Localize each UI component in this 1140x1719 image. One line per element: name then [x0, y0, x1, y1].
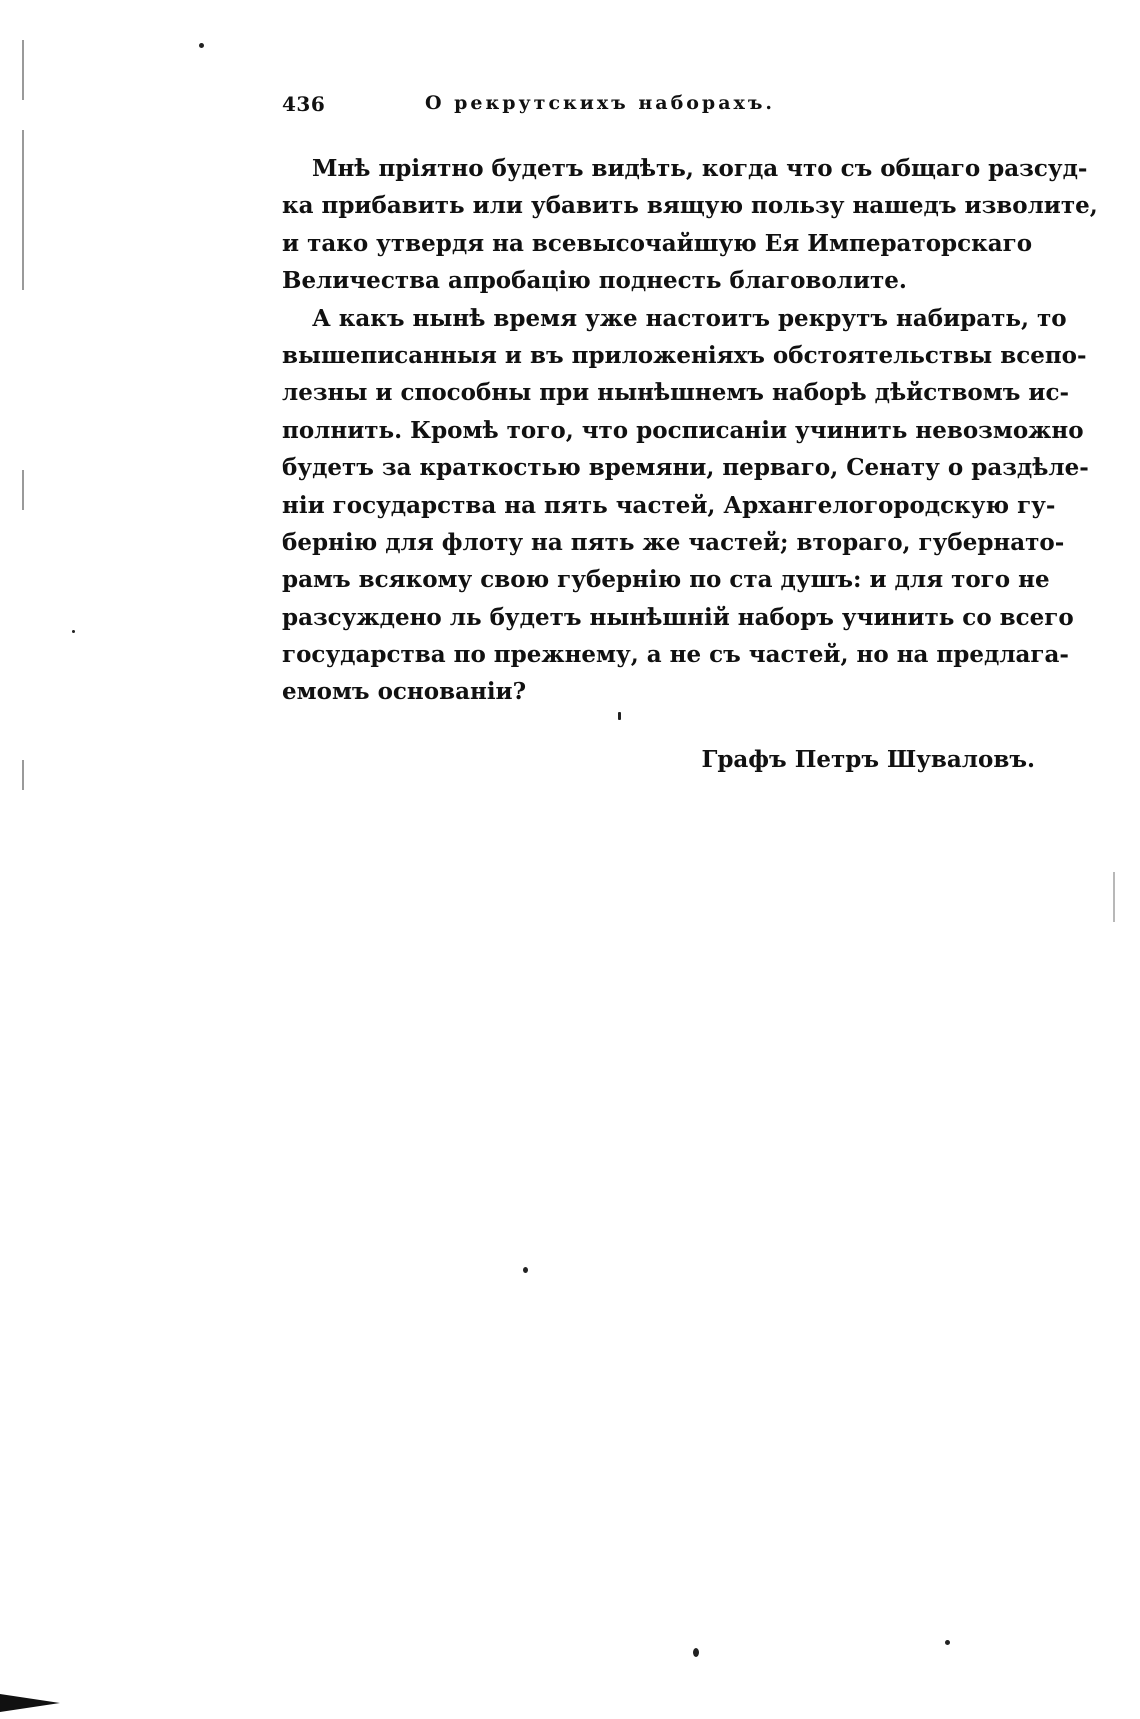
text-line: разсуждено ль будетъ нынѣшній наборъ учинить со всего	[282, 603, 1074, 631]
text-line: вышеписанныя и въ приложеніяхъ обстоятельствы всепо-	[282, 341, 1087, 369]
text-line: А какъ нынѣ время уже настоитъ рекрутъ набирать, то	[312, 304, 1067, 332]
scan-edge-mark	[22, 760, 24, 790]
scan-speck	[523, 1267, 528, 1273]
scan-corner-mark	[0, 1694, 60, 1712]
scan-speck	[693, 1648, 699, 1657]
scan-speck	[72, 630, 75, 633]
scan-speck	[618, 712, 621, 720]
paragraph-2	[282, 300, 1089, 711]
text-line: будетъ за краткостью времяни, перваго, Сенату о раздѣле-	[282, 454, 1089, 482]
text-line: Мнѣ пріятно будетъ видѣть, когда что съ общаго разсуд-	[312, 155, 1088, 182]
text-line: ка прибавить или убавить вящую пользу нашедъ изволите,	[282, 192, 1098, 220]
text-line: ніи государства на пять частей, Архангелогородскую гу-	[282, 491, 1056, 519]
text-line: емомъ основаніи?	[282, 678, 527, 706]
text-line: государства по прежнему, а не съ частей, но на предлага-	[282, 641, 1069, 669]
text-line: бернію для флоту на пять же частей; втораго, губернато-	[282, 528, 1065, 556]
text-line: Величества апробацію поднесть благоволите.	[282, 267, 907, 295]
text-line: и тако утвердя на всевысочайшую Ея Императорскаго	[282, 229, 1033, 257]
page-number: 436	[282, 92, 326, 116]
text-line: полнить. Кромѣ того, что росписаніи учинить невозможно	[282, 416, 1084, 444]
text-line: лезны и способны при нынѣшнемъ наборѣ дѣйствомъ ис-	[282, 379, 1070, 407]
scan-speck	[199, 43, 204, 48]
running-head: О рекрутскихъ наборахъ.	[424, 92, 776, 114]
scan-edge-mark	[22, 130, 24, 290]
scan-speck	[945, 1640, 950, 1645]
scan-edge-mark	[1113, 872, 1115, 922]
scan-edge-mark	[22, 470, 24, 510]
scan-edge-mark	[22, 40, 24, 100]
signature: Графъ Петръ Шуваловъ.	[701, 746, 1035, 773]
paragraph-1	[282, 150, 1098, 300]
body-text	[282, 150, 1098, 711]
text-line: рамъ всякому свою губернію по ста душъ: и для того не	[282, 566, 1050, 594]
page-header	[282, 92, 878, 120]
